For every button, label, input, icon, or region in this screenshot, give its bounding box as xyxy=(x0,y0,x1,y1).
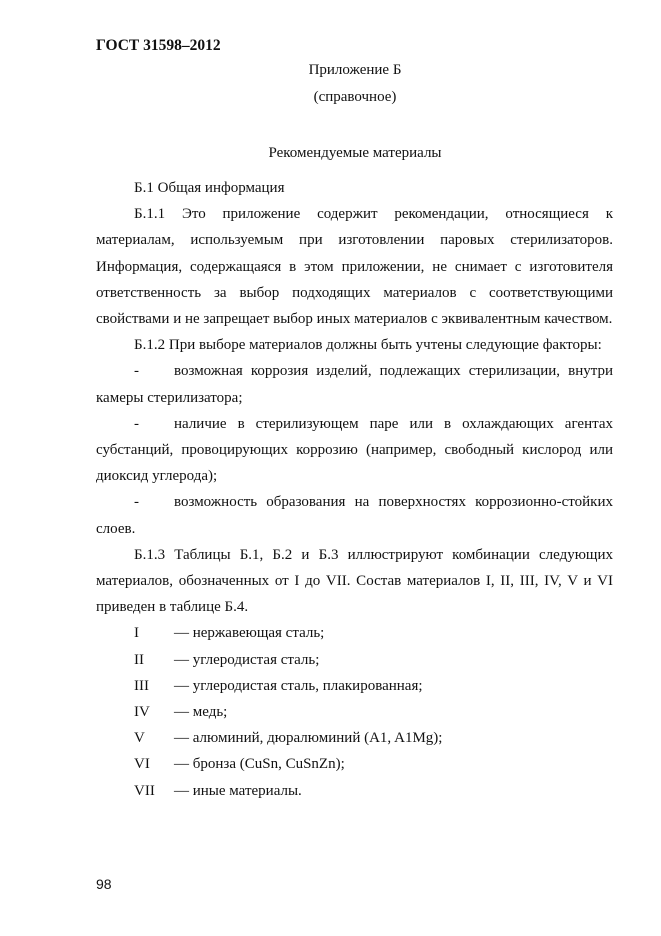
material-text: — углеродистая сталь; xyxy=(174,651,320,668)
paragraph-b12: Б.1.2 При выборе материалов должны быть учтены следующие факторы: xyxy=(134,337,602,354)
paragraph-b13: Б.1.3 Таблицы Б.1, Б.2 и Б.3 иллюстрируют комбинации следующих материалов, обозначенных от I до VII. Состав материалов I, II, III, IV, V и VI приведен в таблице Б.4. xyxy=(96,546,613,616)
list-item xyxy=(96,620,613,646)
dash-marker: - xyxy=(134,363,139,380)
material-text: — углеродистая сталь, плакированная; xyxy=(174,677,423,694)
dash-marker: - xyxy=(134,494,139,511)
page-number: 98 xyxy=(96,876,112,892)
dash-marker: - xyxy=(134,415,139,432)
factor-item xyxy=(96,489,613,541)
material-text: — алюминий, дюралюминий (A1, A1Mg); xyxy=(174,730,443,747)
factor-text: наличие в стерилизующем паре или в охлаждающих агентах субстанций, провоцирующих коррозию (например, свободный кислород или диоксид углерода); xyxy=(96,415,613,485)
list-item xyxy=(96,673,613,699)
standard-header: ГОСТ 31598–2012 xyxy=(96,37,221,54)
list-item xyxy=(96,699,613,725)
material-number: VI xyxy=(134,756,150,773)
factor-item xyxy=(96,358,613,410)
factor-item xyxy=(96,411,613,490)
material-text: — медь; xyxy=(174,704,228,721)
list-item xyxy=(96,647,613,673)
list-item xyxy=(96,751,613,777)
paragraph-b11: Б.1.1 Это приложение содержит рекомендации, относящиеся к материалам, используемым при изготовлении паровых стерилизаторов. Информация, содержащаяся в этом приложении, не снимает с изготовителя ответственность за выбор подходящих материалов с соответствующими свойствами и не запрещает выбор иных материалов с эквивалентным качеством. xyxy=(96,206,613,328)
material-number: VII xyxy=(134,782,155,799)
factor-text: возможная коррозия изделий, подлежащих стерилизации, внутри камеры стерилизатора; xyxy=(96,363,613,406)
material-text: — иные материалы. xyxy=(174,782,302,799)
paragraph-b1: Б.1 Общая информация xyxy=(134,180,285,196)
material-number: III xyxy=(134,677,149,694)
appendix-title: Приложение Б xyxy=(308,62,402,78)
material-text: — нержавеющая сталь; xyxy=(174,625,325,642)
material-number: I xyxy=(134,625,139,642)
factor-text: возможность образования на поверхностях коррозионно-стойких слоев. xyxy=(96,494,613,537)
material-number: IV xyxy=(134,704,150,721)
material-number: V xyxy=(134,730,145,747)
appendix-type: (справочное) xyxy=(313,89,397,105)
body-text xyxy=(96,175,613,804)
list-item xyxy=(96,778,613,804)
list-item xyxy=(96,725,613,751)
section-title: Рекомендуемые материалы xyxy=(268,145,442,161)
material-text: — бронза (CuSn, CuSnZn); xyxy=(174,756,345,773)
material-number: II xyxy=(134,651,144,668)
materials-list xyxy=(96,620,613,803)
